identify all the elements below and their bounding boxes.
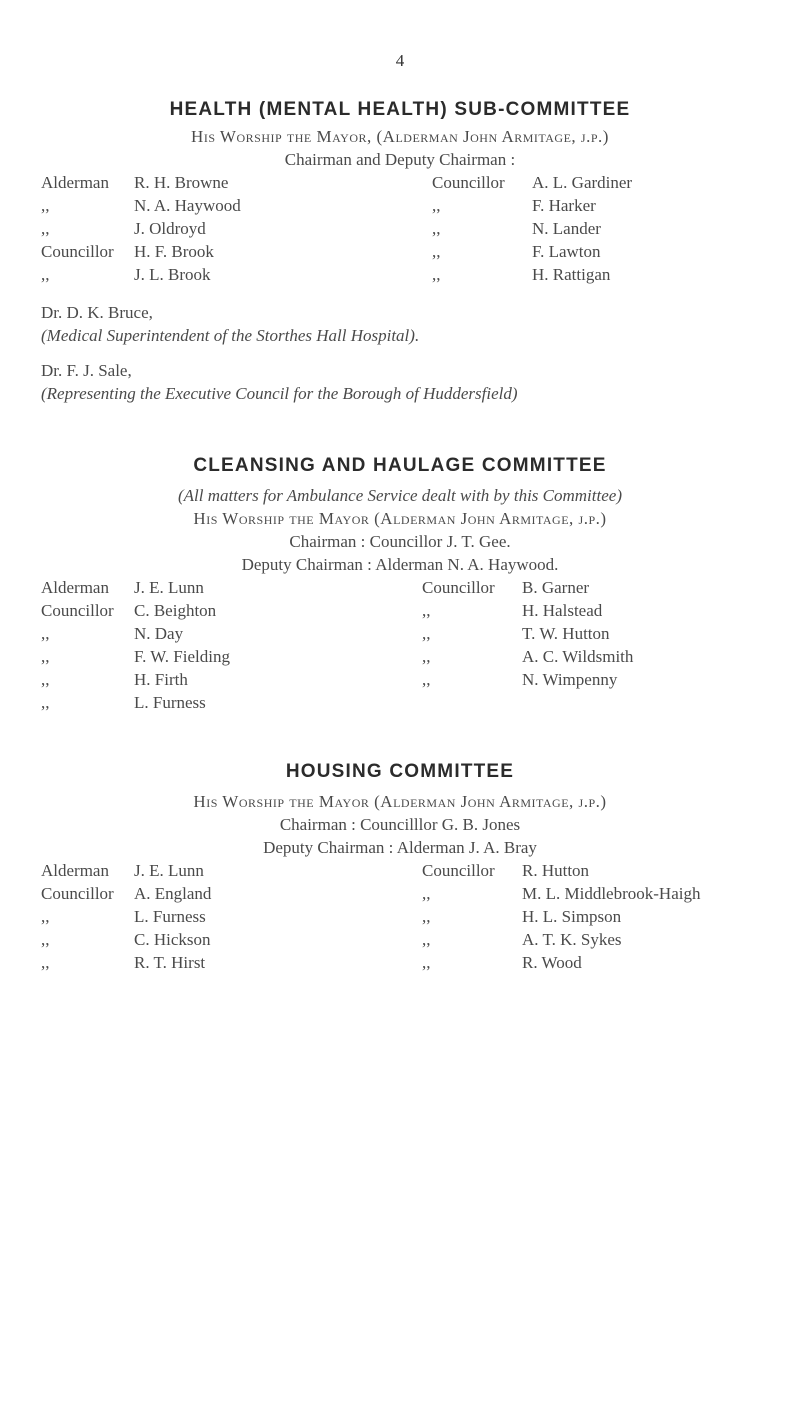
- member-row: [41, 882, 211, 905]
- member-name: F. Lawton: [532, 242, 601, 261]
- member-row: [422, 905, 700, 928]
- mayor-line: His Worship the Mayor (Alderman John Armitage, j.p.): [193, 792, 607, 811]
- member-title: ,,: [41, 647, 50, 666]
- member-name: N. Day: [134, 624, 184, 643]
- member-column-left: [41, 576, 230, 714]
- member-row: [422, 859, 700, 882]
- member-list: [0, 859, 800, 974]
- member-row: [41, 928, 211, 951]
- member-row: [41, 240, 241, 263]
- housing-section: [0, 760, 800, 974]
- member-title: ,,: [41, 693, 50, 712]
- doctor-note: (Medical Superintendent of the Storthes Hall Hospital).: [41, 326, 420, 345]
- member-title: ,,: [41, 953, 50, 972]
- member-title: Councillor: [422, 861, 495, 880]
- member-row: [41, 622, 230, 645]
- member-row: [432, 194, 632, 217]
- member-list: [0, 576, 800, 716]
- member-name: H. Rattigan: [532, 265, 611, 284]
- member-row: [432, 240, 632, 263]
- member-title: ,,: [41, 196, 50, 215]
- member-title: ,,: [422, 647, 431, 666]
- mayor-line: His Worship the Mayor (Alderman John Armitage, j.p.): [193, 509, 607, 528]
- member-row: [41, 691, 230, 714]
- member-name: H. L. Simpson: [522, 907, 622, 926]
- doctor-name: Dr. D. K. Bruce,: [41, 303, 153, 322]
- member-title: ,,: [422, 907, 431, 926]
- member-name: B. Garner: [522, 578, 590, 597]
- member-title: ,,: [432, 219, 441, 238]
- mayor-line: His Worship the Mayor, (Alderman John Armitage, j.p.): [191, 127, 609, 146]
- member-column-left: [41, 859, 211, 974]
- member-title: ,,: [432, 196, 441, 215]
- member-row: [41, 194, 241, 217]
- member-row: [41, 217, 241, 240]
- member-column-left: [41, 171, 241, 286]
- member-list: [0, 171, 800, 286]
- page-number: 4: [395, 51, 405, 70]
- member-row: [41, 599, 230, 622]
- housing-heading: HOUSING COMMITTEE: [285, 761, 515, 782]
- member-row: [422, 951, 700, 974]
- member-name: R. Wood: [522, 953, 582, 972]
- member-row: [422, 928, 700, 951]
- member-title: ,,: [41, 670, 50, 689]
- member-name: M. L. Middlebrook-Haigh: [522, 884, 701, 903]
- chairman-line: Chairman : Councilllor G. B. Jones: [279, 815, 521, 834]
- member-row: [432, 217, 632, 240]
- member-title: ,,: [41, 907, 50, 926]
- deputy-chairman-line: Deputy Chairman : Alderman N. A. Haywood.: [241, 555, 559, 574]
- member-title: ,,: [432, 265, 441, 284]
- cleansing-heading: CLEANSING AND HAULAGE COMMITTEE: [193, 455, 607, 476]
- member-row: [432, 171, 632, 194]
- doctor-name: Dr. F. J. Sale,: [41, 361, 132, 380]
- member-row: [41, 951, 211, 974]
- member-title: Alderman: [41, 861, 109, 880]
- member-name: F. Harker: [532, 196, 596, 215]
- member-row: [41, 859, 211, 882]
- member-row: [422, 645, 633, 668]
- member-column-right: [432, 171, 632, 286]
- member-name: A. England: [134, 884, 212, 903]
- member-title: ,,: [41, 219, 50, 238]
- member-title: ,,: [422, 670, 431, 689]
- doctor-note: (Representing the Executive Council for the Borough of Huddersfield): [41, 384, 518, 403]
- member-name: A. L. Gardiner: [532, 173, 633, 192]
- member-name: H. F. Brook: [134, 242, 214, 261]
- member-name: J. E. Lunn: [134, 861, 204, 880]
- member-title: ,,: [41, 265, 50, 284]
- member-title: ,,: [422, 601, 431, 620]
- member-title: ,,: [432, 242, 441, 261]
- member-row: [422, 668, 633, 691]
- member-name: A. C. Wildsmith: [522, 647, 634, 666]
- member-row: [41, 645, 230, 668]
- member-name: L. Furness: [134, 693, 206, 712]
- member-row: [41, 171, 241, 194]
- member-name: C. Hickson: [134, 930, 211, 949]
- member-name: T. W. Hutton: [522, 624, 610, 643]
- member-row: [422, 599, 633, 622]
- cleansing-section: [0, 454, 800, 716]
- member-name: J. L. Brook: [134, 265, 211, 284]
- member-title: Councillor: [41, 884, 114, 903]
- member-title: Councillor: [41, 601, 114, 620]
- mental-health-heading: HEALTH (MENTAL HEALTH) SUB-COMMITTEE: [169, 99, 631, 120]
- member-row: [422, 622, 633, 645]
- member-name: H. Halstead: [522, 601, 603, 620]
- member-title: ,,: [41, 930, 50, 949]
- member-title: Alderman: [41, 173, 109, 192]
- chairman-line: Chairman and Deputy Chairman :: [284, 150, 516, 169]
- member-title: Councillor: [422, 578, 495, 597]
- member-name: J. E. Lunn: [134, 578, 204, 597]
- member-row: [41, 263, 241, 286]
- member-title: ,,: [422, 930, 431, 949]
- member-name: C. Beighton: [134, 601, 217, 620]
- member-row: [422, 882, 700, 905]
- member-row: [432, 263, 632, 286]
- member-title: ,,: [41, 624, 50, 643]
- member-title: Councillor: [432, 173, 505, 192]
- member-column-right: [422, 859, 700, 974]
- member-name: H. Firth: [134, 670, 188, 689]
- member-title: ,,: [422, 953, 431, 972]
- member-title: Alderman: [41, 578, 109, 597]
- member-name: R. Hutton: [522, 861, 590, 880]
- member-column-right: [422, 576, 633, 691]
- member-name: N. Wimpenny: [522, 670, 618, 689]
- member-title: ,,: [422, 884, 431, 903]
- member-name: L. Furness: [134, 907, 206, 926]
- member-name: N. Lander: [532, 219, 601, 238]
- member-row: [422, 576, 633, 599]
- member-name: A. T. K. Sykes: [522, 930, 622, 949]
- chairman-line: Chairman : Councillor J. T. Gee.: [289, 532, 511, 551]
- member-row: [41, 668, 230, 691]
- member-name: F. W. Fielding: [134, 647, 230, 666]
- member-name: J. Oldroyd: [134, 219, 206, 238]
- member-title: Councillor: [41, 242, 114, 261]
- member-title: ,,: [422, 624, 431, 643]
- member-name: N. A. Haywood: [134, 196, 241, 215]
- member-name: R. H. Browne: [134, 173, 229, 192]
- deputy-chairman-line: Deputy Chairman : Alderman J. A. Bray: [263, 838, 537, 857]
- committee-note: (All matters for Ambulance Service dealt with by this Committee): [178, 486, 622, 505]
- member-row: [41, 905, 211, 928]
- member-row: [41, 576, 230, 599]
- member-name: R. T. Hirst: [134, 953, 206, 972]
- mental-health-section: [0, 98, 800, 405]
